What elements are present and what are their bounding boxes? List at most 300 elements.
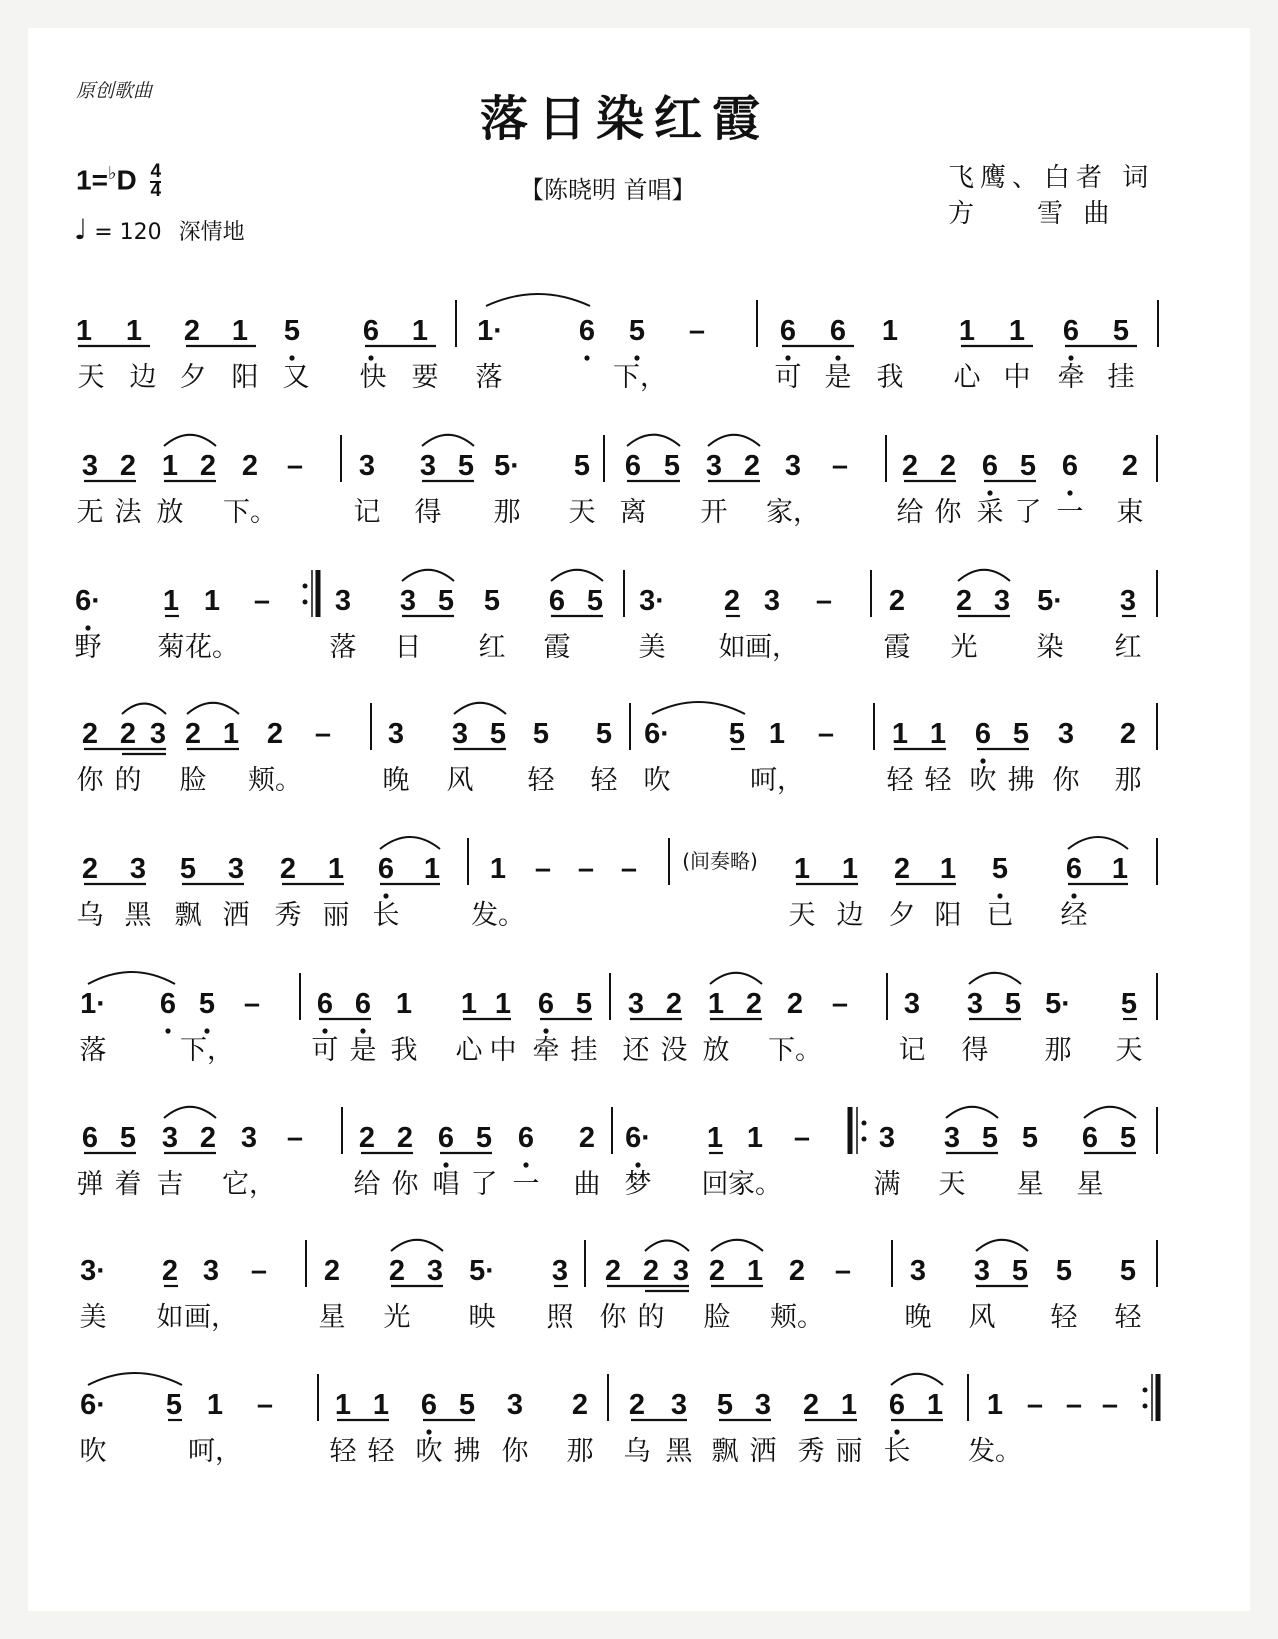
note-digit: 5 bbox=[991, 853, 1009, 885]
note-digit: 5· bbox=[494, 450, 520, 482]
tie-slur bbox=[122, 704, 166, 714]
note-digit: 6 bbox=[316, 988, 334, 1020]
lyric-syllable: 风 bbox=[446, 765, 474, 796]
lyric-syllable: 束 bbox=[1116, 497, 1144, 528]
lyric-syllable: 照 bbox=[546, 1302, 574, 1333]
low-octave-dot bbox=[322, 1028, 327, 1033]
lyric-syllable: 轻 bbox=[1114, 1302, 1142, 1333]
extension-dash: – bbox=[286, 1122, 304, 1154]
note-digit: 2 bbox=[184, 718, 202, 750]
note-digit: 1 bbox=[75, 315, 93, 347]
note-digit: 3 bbox=[909, 1255, 927, 1287]
extension-dash: – bbox=[243, 988, 261, 1020]
note-digit: 2 bbox=[802, 1389, 820, 1421]
lyric-syllable: 乌 bbox=[76, 900, 104, 931]
lyric-syllable: 中 bbox=[1003, 362, 1031, 393]
note-digit: 5 bbox=[1055, 1255, 1073, 1287]
note-digit: 2 bbox=[955, 585, 973, 617]
note-digit: 5 bbox=[1011, 1255, 1029, 1287]
note-digit: 2 bbox=[571, 1389, 589, 1421]
low-octave-dot bbox=[785, 355, 790, 360]
lyric-syllable: 你 bbox=[599, 1302, 627, 1333]
lyric-syllable: 红 bbox=[478, 632, 506, 663]
extension-dash: – bbox=[1065, 1389, 1083, 1421]
note-digit: 6· bbox=[644, 718, 670, 750]
low-octave-dot bbox=[634, 355, 639, 360]
note-digit: 3 bbox=[903, 988, 921, 1020]
low-octave-dot bbox=[523, 1162, 528, 1167]
note-digit: 6· bbox=[625, 1122, 651, 1154]
lyric-syllable: 那 bbox=[1114, 765, 1142, 796]
lyric-syllable: 是 bbox=[824, 362, 852, 393]
note-digit: 5 bbox=[179, 853, 197, 885]
lyric-syllable: 要 bbox=[411, 362, 439, 393]
extension-dash: – bbox=[286, 450, 304, 482]
note-digit: 3 bbox=[784, 450, 802, 482]
note-digit: 1 bbox=[841, 853, 859, 885]
note-digit: 2 bbox=[642, 1255, 660, 1287]
note-digit: 1 bbox=[840, 1389, 858, 1421]
note-digit: 5 bbox=[716, 1389, 734, 1421]
tempo-value: = 120 bbox=[94, 220, 162, 245]
lyric-syllable: 乌 bbox=[623, 1436, 651, 1467]
lyric-syllable: 如 bbox=[156, 1302, 184, 1333]
note-digit: 1 bbox=[222, 718, 240, 750]
tie-slur bbox=[391, 1240, 443, 1251]
tie-slur bbox=[976, 1240, 1028, 1251]
lyricist-credit: 飞鹰、白者 词 bbox=[948, 163, 1155, 193]
composer-credit: 方 雪 曲 bbox=[948, 199, 1116, 229]
lyric-syllable: 野 bbox=[74, 632, 102, 663]
note-digit: 2 bbox=[81, 853, 99, 885]
low-octave-dot bbox=[289, 355, 294, 360]
low-octave-dot bbox=[1071, 893, 1076, 898]
low-octave-dot bbox=[368, 355, 373, 360]
lyric-syllable: 夕 bbox=[888, 900, 916, 931]
singer-credit: 【陈晓明 首唱】 bbox=[520, 176, 696, 204]
note-digit: 6 bbox=[829, 315, 847, 347]
flat-sign: ♭ bbox=[107, 163, 117, 183]
lyric-syllable: 轻 bbox=[1050, 1302, 1078, 1333]
lyric-syllable: 中 bbox=[489, 1035, 517, 1066]
lyric-syllable: 给 bbox=[353, 1169, 381, 1200]
note-digit: 3 bbox=[451, 718, 469, 750]
lyric-syllable: 你 bbox=[934, 497, 962, 528]
note-digit: 3 bbox=[506, 1389, 524, 1421]
note-digit: 5 bbox=[283, 315, 301, 347]
low-octave-dot bbox=[360, 1028, 365, 1033]
note-digit: 1 bbox=[706, 1122, 724, 1154]
extension-dash: – bbox=[831, 450, 849, 482]
note-digit: 3 bbox=[149, 718, 167, 750]
note-digit: 2 bbox=[888, 585, 906, 617]
lyric-syllable: 洒 bbox=[749, 1436, 777, 1467]
lyric-syllable: 那 bbox=[1044, 1035, 1072, 1066]
note-digit: 5 bbox=[1012, 718, 1030, 750]
lyric-syllable: 了 bbox=[1014, 497, 1042, 528]
note-digit: 1 bbox=[926, 1389, 944, 1421]
extension-dash: – bbox=[793, 1122, 811, 1154]
note-digit: 5 bbox=[1021, 1122, 1039, 1154]
note-digit: 3· bbox=[639, 585, 665, 617]
lyric-syllable: 美 bbox=[638, 632, 666, 663]
low-octave-dot bbox=[443, 1162, 448, 1167]
lyric-syllable: 飘 bbox=[711, 1436, 739, 1467]
note-digit: 1 bbox=[1008, 315, 1026, 347]
lyric-syllable: 一 bbox=[1056, 497, 1084, 528]
tie-slur bbox=[645, 1241, 689, 1251]
note-digit: 2 bbox=[396, 1122, 414, 1154]
lyric-syllable: 下， bbox=[613, 362, 667, 393]
note-digit: 6· bbox=[75, 585, 101, 617]
lyric-syllable: 我 bbox=[876, 362, 904, 393]
note-digit: 3 bbox=[426, 1255, 444, 1287]
note-digit: 2 bbox=[119, 450, 137, 482]
note-digit: 3 bbox=[966, 988, 984, 1020]
note-digit: 5· bbox=[1037, 585, 1063, 617]
low-octave-dot bbox=[85, 625, 90, 630]
note-digit: 6 bbox=[420, 1389, 438, 1421]
lyric-syllable: 心 bbox=[455, 1035, 483, 1066]
note-digit: 2 bbox=[788, 1255, 806, 1287]
low-octave-dot bbox=[543, 1028, 548, 1033]
lyric-syllable: 飘 bbox=[174, 900, 202, 931]
lyric-syllable: 记 bbox=[353, 497, 381, 528]
note-digit: 1 bbox=[125, 315, 143, 347]
note-digit: 2 bbox=[745, 988, 763, 1020]
note-digit: 2 bbox=[893, 853, 911, 885]
low-octave-dot bbox=[584, 355, 589, 360]
low-octave-dot bbox=[987, 490, 992, 495]
lyric-syllable: 风 bbox=[968, 1302, 996, 1333]
note-digit: 6 bbox=[377, 853, 395, 885]
lyric-syllable: 边 bbox=[836, 900, 864, 931]
note-digit: 3 bbox=[399, 585, 417, 617]
note-digit: 5 bbox=[728, 718, 746, 750]
lyric-syllable: 我 bbox=[390, 1035, 418, 1066]
lyric-syllable: 无 bbox=[76, 497, 104, 528]
note-digit: 1 bbox=[707, 988, 725, 1020]
lyric-syllable: 你 bbox=[501, 1436, 529, 1467]
low-octave-dot bbox=[1067, 490, 1072, 495]
extension-dash: – bbox=[250, 1255, 268, 1287]
lyric-syllable: 落 bbox=[329, 632, 357, 663]
note-digit: 1 bbox=[986, 1389, 1004, 1421]
tie-slur bbox=[402, 570, 454, 581]
lyric-syllable: 洒 bbox=[222, 900, 250, 931]
repeat-dot bbox=[862, 1121, 867, 1126]
lyric-syllable: 一 bbox=[512, 1169, 540, 1200]
note-digit: 1 bbox=[746, 1255, 764, 1287]
lyric-syllable: 颊。 bbox=[248, 765, 302, 796]
lyric-syllable: 那 bbox=[493, 497, 521, 528]
lyric-syllable: 长 bbox=[883, 1436, 911, 1467]
tie-slur bbox=[710, 973, 762, 984]
note-digit: 5 bbox=[119, 1122, 137, 1154]
lyric-syllable: 发。 bbox=[471, 900, 525, 931]
lyric-syllable: 天 bbox=[788, 900, 816, 931]
note-digit: 1 bbox=[162, 585, 180, 617]
lyric-syllable: 心 bbox=[953, 362, 981, 393]
extension-dash: – bbox=[256, 1389, 274, 1421]
lyric-syllable: 落 bbox=[475, 362, 503, 393]
lyric-syllable: 呵， bbox=[188, 1436, 242, 1467]
note-digit: 2 bbox=[708, 1255, 726, 1287]
note-digit: 1 bbox=[372, 1389, 390, 1421]
lyric-syllable: 阳 bbox=[934, 900, 962, 931]
note-digit: 3 bbox=[1057, 718, 1075, 750]
lyric-syllable: 秀 bbox=[274, 900, 302, 931]
extension-dash: – bbox=[815, 585, 833, 617]
note-digit: 1 bbox=[939, 853, 957, 885]
note-digit: 2 bbox=[81, 718, 99, 750]
lyric-syllable: 吉 bbox=[156, 1169, 184, 1200]
tie-slur bbox=[1068, 837, 1128, 849]
note-digit: 5 bbox=[575, 988, 593, 1020]
note-digit: 1 bbox=[494, 988, 512, 1020]
lyric-syllable: 家， bbox=[766, 497, 820, 528]
lyric-syllable: 得 bbox=[414, 497, 442, 528]
extension-dash: – bbox=[831, 988, 849, 1020]
tie-slur bbox=[711, 1240, 763, 1251]
lyric-syllable: 给 bbox=[896, 497, 924, 528]
note-digit: 2 bbox=[604, 1255, 622, 1287]
lyric-syllable: 霞 bbox=[883, 632, 911, 663]
note-digit: 5 bbox=[458, 1389, 476, 1421]
lyric-syllable: 没 bbox=[660, 1035, 688, 1066]
note-digit: 5 bbox=[628, 315, 646, 347]
time-signature: $\frac{4}{4}$ bbox=[150, 161, 162, 202]
note-digit: 6 bbox=[437, 1122, 455, 1154]
note-digit: 3 bbox=[81, 450, 99, 482]
quarter-note-icon: ♩ bbox=[74, 213, 88, 246]
note-digit: 5 bbox=[483, 585, 501, 617]
lyric-syllable: 法 bbox=[114, 497, 142, 528]
note-digit: 5 bbox=[457, 450, 475, 482]
lyric-syllable: 天 bbox=[938, 1169, 966, 1200]
key-note: D bbox=[116, 164, 137, 196]
lyric-syllable: 天 bbox=[1115, 1035, 1143, 1066]
lyric-syllable: 挂 bbox=[570, 1035, 598, 1066]
lyric-syllable: 快 bbox=[359, 362, 387, 393]
note-digit: 2 bbox=[388, 1255, 406, 1287]
note-digit: 6 bbox=[974, 718, 992, 750]
lyric-syllable: 黑 bbox=[665, 1436, 693, 1467]
lyric-syllable: 可 bbox=[774, 362, 802, 393]
lyric-syllable: 了 bbox=[470, 1169, 498, 1200]
lyric-syllable: 脸 bbox=[703, 1302, 731, 1333]
low-octave-dot bbox=[997, 893, 1002, 898]
note-digit: 2 bbox=[358, 1122, 376, 1154]
note-digit: 5 bbox=[475, 1122, 493, 1154]
note-digit: 6 bbox=[624, 450, 642, 482]
tie-slur bbox=[946, 1107, 998, 1118]
lyric-syllable: 吹 bbox=[415, 1436, 443, 1467]
tie-slur bbox=[422, 435, 474, 446]
note-digit: 6 bbox=[81, 1122, 99, 1154]
tie-slur bbox=[454, 703, 506, 714]
tie-slur bbox=[627, 435, 680, 446]
note-digit: 1 bbox=[746, 1122, 764, 1154]
note-digit: 2 bbox=[266, 718, 284, 750]
note-digit: 5 bbox=[595, 718, 613, 750]
extension-dash: – bbox=[834, 1255, 852, 1287]
note-digit: 6 bbox=[537, 988, 555, 1020]
lyric-syllable: 染 bbox=[1036, 632, 1064, 663]
note-digit: 6 bbox=[362, 315, 380, 347]
low-octave-dot bbox=[204, 1028, 209, 1033]
note-digit: 6 bbox=[548, 585, 566, 617]
note-digit: 2 bbox=[901, 450, 919, 482]
low-octave-dot bbox=[835, 355, 840, 360]
note-digit: 5 bbox=[663, 450, 681, 482]
note-digit: 5 bbox=[1112, 315, 1130, 347]
note-digit: 1 bbox=[768, 718, 786, 750]
lyric-syllable: 离 bbox=[619, 497, 647, 528]
note-digit: 3 bbox=[754, 1389, 772, 1421]
note-digit: 2 bbox=[1121, 450, 1139, 482]
note-digit: 1 bbox=[958, 315, 976, 347]
note-digit: 1· bbox=[477, 315, 503, 347]
lyric-syllable: 红 bbox=[1114, 632, 1142, 663]
note-digit: 3 bbox=[943, 1122, 961, 1154]
lyric-syllable: 轻 bbox=[886, 765, 914, 796]
note-digit: 3 bbox=[161, 1122, 179, 1154]
lyric-syllable: 你 bbox=[76, 765, 104, 796]
extension-dash: – bbox=[688, 315, 706, 347]
note-digit: 5 bbox=[489, 718, 507, 750]
lyric-syllable: 吹 bbox=[79, 1436, 107, 1467]
lyric-syllable: 拂 bbox=[1007, 765, 1035, 796]
interlude-marking: (间奏略) bbox=[682, 849, 758, 873]
note-digit: 2 bbox=[743, 450, 761, 482]
note-digit: 6 bbox=[779, 315, 797, 347]
note-digit: 3 bbox=[1119, 585, 1137, 617]
note-digit: 3 bbox=[973, 1255, 991, 1287]
lyric-syllable: 晚 bbox=[904, 1302, 932, 1333]
lyric-syllable: 丽 bbox=[322, 900, 350, 931]
lyric-syllable: 秀 bbox=[797, 1436, 825, 1467]
lyric-syllable: 得 bbox=[961, 1035, 989, 1066]
tie-slur bbox=[164, 1107, 216, 1118]
note-digit: 1 bbox=[929, 718, 947, 750]
song-title: 落日染红霞 bbox=[480, 91, 771, 147]
low-octave-dot bbox=[165, 1028, 170, 1033]
lyric-syllable: 菊 bbox=[157, 632, 185, 663]
lyric-syllable: 晚 bbox=[382, 765, 410, 796]
note-digit: 6 bbox=[1061, 450, 1079, 482]
lyric-syllable: 那 bbox=[566, 1436, 594, 1467]
lyric-syllable: 放 bbox=[702, 1035, 730, 1066]
note-digit: 6 bbox=[517, 1122, 535, 1154]
note-digit: 6· bbox=[80, 1389, 106, 1421]
repeat-dot bbox=[303, 600, 308, 605]
lyric-syllable: 下， bbox=[180, 1035, 234, 1066]
note-digit: 1· bbox=[80, 988, 106, 1020]
note-digit: 3 bbox=[670, 1389, 688, 1421]
note-digit: 1 bbox=[1111, 853, 1129, 885]
lyric-syllable: 美 bbox=[79, 1302, 107, 1333]
tie-slur bbox=[486, 294, 590, 306]
note-digit: 2 bbox=[323, 1255, 341, 1287]
lyric-syllable: 下。 bbox=[768, 1035, 822, 1066]
note-digit: 5 bbox=[165, 1389, 183, 1421]
note-digit: 2 bbox=[199, 1122, 217, 1154]
tie-slur bbox=[187, 703, 239, 714]
note-digit: 1 bbox=[161, 450, 179, 482]
note-digit: 2 bbox=[939, 450, 957, 482]
note-digit: 1 bbox=[203, 585, 221, 617]
lyric-syllable: 轻 bbox=[367, 1436, 395, 1467]
lyric-syllable: 采 bbox=[976, 497, 1004, 528]
note-digit: 1 bbox=[327, 853, 345, 885]
note-digit: 6 bbox=[354, 988, 372, 1020]
lyric-syllable: 开 bbox=[700, 497, 728, 528]
lyric-syllable: 挂 bbox=[1107, 362, 1135, 393]
note-digit: 1 bbox=[489, 853, 507, 885]
lyric-syllable: 长 bbox=[372, 900, 400, 931]
note-digit: 5· bbox=[469, 1255, 495, 1287]
note-digit: 3 bbox=[240, 1122, 258, 1154]
lyric-syllable: 还 bbox=[622, 1035, 650, 1066]
low-octave-dot bbox=[1068, 355, 1073, 360]
extension-dash: – bbox=[1026, 1389, 1044, 1421]
lyric-syllable: 又 bbox=[282, 362, 310, 393]
note-digit: 5 bbox=[573, 450, 591, 482]
lyric-syllable: 已 bbox=[986, 900, 1014, 931]
note-digit: 2 bbox=[578, 1122, 596, 1154]
note-digit: 5 bbox=[586, 585, 604, 617]
note-digit: 2 bbox=[786, 988, 804, 1020]
extension-dash: – bbox=[534, 853, 552, 885]
note-digit: 2 bbox=[199, 450, 217, 482]
note-digit: 3· bbox=[80, 1255, 106, 1287]
note-digit: 3 bbox=[202, 1255, 220, 1287]
note-digit: 1 bbox=[881, 315, 899, 347]
lyric-syllable: 唱 bbox=[432, 1169, 460, 1200]
note-digit: 2 bbox=[183, 315, 201, 347]
lyric-syllable: 的 bbox=[637, 1302, 665, 1333]
lyric-syllable: 你 bbox=[391, 1169, 419, 1200]
tie-slur bbox=[164, 435, 216, 446]
tie-slur bbox=[1084, 1107, 1136, 1118]
lyric-syllable: 天 bbox=[568, 497, 596, 528]
lyric-syllable: 轻 bbox=[527, 765, 555, 796]
tie-slur bbox=[652, 702, 745, 714]
low-octave-dot bbox=[980, 758, 985, 763]
tie-slur bbox=[958, 570, 1010, 581]
note-digit: 1 bbox=[231, 315, 249, 347]
note-digit: 3 bbox=[358, 450, 376, 482]
note-digit: 3 bbox=[387, 718, 405, 750]
lyric-syllable: 丽 bbox=[835, 1436, 863, 1467]
lyric-syllable: 家。 bbox=[728, 1169, 782, 1200]
tie-slur bbox=[88, 972, 175, 984]
extension-dash: – bbox=[1101, 1389, 1119, 1421]
lyric-syllable: 如 bbox=[718, 632, 746, 663]
note-digit: 2 bbox=[1119, 718, 1137, 750]
note-digit: 1 bbox=[460, 988, 478, 1020]
note-digit: 1 bbox=[411, 315, 429, 347]
tie-slur bbox=[380, 837, 440, 849]
note-digit: 1 bbox=[206, 1389, 224, 1421]
lyric-syllable: 黑 bbox=[124, 900, 152, 931]
lyric-syllable: 它， bbox=[222, 1169, 276, 1200]
lyric-syllable: 下。 bbox=[223, 497, 277, 528]
lyric-syllable: 轻 bbox=[924, 765, 952, 796]
lyric-syllable: 梦 bbox=[624, 1169, 652, 1200]
lyric-syllable: 脸 bbox=[179, 765, 207, 796]
